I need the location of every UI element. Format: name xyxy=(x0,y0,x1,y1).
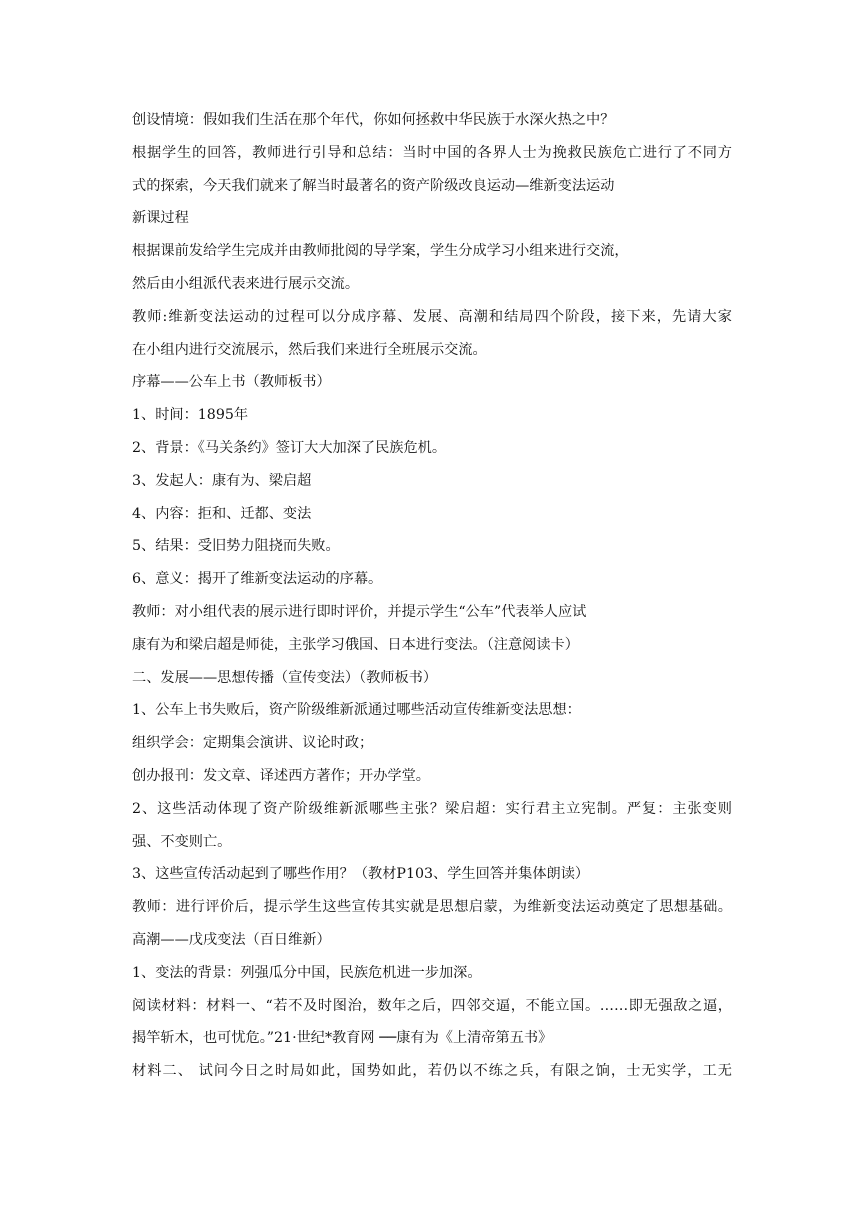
section-heading: 序幕——公车上书（教师板书） xyxy=(132,374,331,391)
text-line: 教师:维新变法运动的过程可以分成序幕、发展、高潮和结局四个阶段，接下来，先请大家 xyxy=(132,308,732,325)
text-line: 强、不变则亡。 xyxy=(132,833,232,850)
text-line: 式的探索，今天我们就来了解当时最著名的资产阶级改良运动—维新变法运动 xyxy=(132,177,615,194)
text-line: 材料二、 试问今日之时局如此，国势如此，若仍以不练之兵，有限之饷，士无实学，工无 xyxy=(132,1063,732,1080)
text-line: 在小组内进行交流展示，然后我们来进行全班展示交流。 xyxy=(132,341,487,358)
text-line: 教师：进行评价后，提示学生这些宣传其实就是思想启蒙，为维新变法运动奠定了思想基础。 xyxy=(132,899,732,916)
list-item: 1、时间：1895年 xyxy=(132,407,249,424)
section-heading: 新课过程 xyxy=(132,210,189,227)
text-line: 组织学会：定期集会演讲、议论时政； xyxy=(132,735,374,752)
text-line: 教师：对小组代表的展示进行即时评价，并提示学生“公车”代表举人应试 xyxy=(132,603,587,620)
text-line: 创办报刊：发文章、译述西方著作；开办学堂。 xyxy=(132,767,430,784)
list-item: 3、这些宣传活动起到了哪些作用？（教材P103、学生回答并集体朗读） xyxy=(132,866,590,883)
text-line: 揭竿斩木，也可忧危。”21·世纪*教育网 ──康有为《上清帝第五书》 xyxy=(132,1030,553,1047)
text-line: 根据课前发给学生完成并由教师批阅的导学案，学生分成学习小组来进行交流， xyxy=(132,243,629,260)
text-line: 创设情境：假如我们生活在那个年代，你如何拯救中华民族于水深火热之中？ xyxy=(132,112,615,128)
text-line: 阅读材料：材料一、“若不及时图治，数年之后，四邻交逼，不能立国。……即无强敌之逼， xyxy=(132,997,732,1014)
list-item: 5、结果：受旧势力阻挠而失败。 xyxy=(132,538,340,555)
text-line: 康有为和梁启超是师徒，主张学习俄国、日本进行变法。（注意阅读卡） xyxy=(132,636,579,653)
text-line: 根据学生的回答，教师进行引导和总结：当时中国的各界人士为挽救民族危亡进行了不同方 xyxy=(132,144,732,161)
section-heading: 二、发展——思想传播（宣传变法）（教师板书） xyxy=(132,669,438,686)
document-page xyxy=(132,104,732,1088)
list-item: 3、发起人：康有为、梁启超 xyxy=(132,472,312,489)
list-item: 2、这些活动体现了资产阶级维新派哪些主张？梁启超：实行君主立宪制。严复：主张变则 xyxy=(132,800,732,817)
list-item: 6、意义：揭开了维新变法运动的序幕。 xyxy=(132,571,383,588)
section-heading: 高潮——戊戌变法（百日维新） xyxy=(132,931,331,948)
list-item: 1、变法的背景：列强瓜分中国，民族危机进一步加深。 xyxy=(132,964,482,981)
list-item: 4、内容：拒和、迁都、变法 xyxy=(132,505,312,522)
list-item: 2、背景：《马关条约》签订大大加深了民族危机。 xyxy=(132,439,447,456)
list-item: 1、公车上书失败后，资产阶级维新派通过哪些活动宣传维新变法思想： xyxy=(132,702,581,719)
text-line: 然后由小组派代表来进行展示交流。 xyxy=(132,275,360,292)
